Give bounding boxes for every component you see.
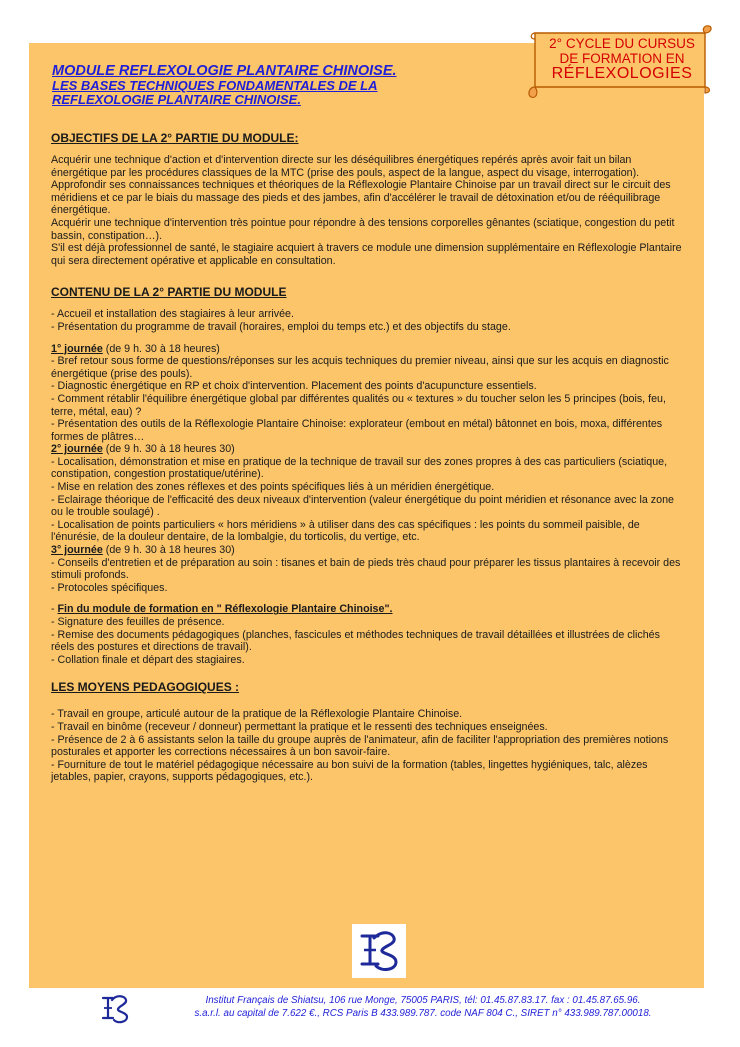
list-item: - Travail en binôme (receveur / donneur) permettant la pratique et le ressenti des techniques enseignées. bbox=[51, 720, 548, 733]
title-line-3: REFLEXOLOGIE PLANTAIRE CHINOISE. bbox=[52, 92, 301, 107]
banner-line-1: 2° CYCLE DU CURSUS bbox=[549, 36, 695, 51]
footer-line-1: Institut Français de Shiatsu, 106 rue Monge, 75005 PARIS, tél: 01.45.87.83.17. fax : 01.45.87.65.96. bbox=[205, 995, 641, 1006]
list-item: - Protocoles spécifiques. bbox=[51, 581, 168, 594]
list-item: - Fourniture de tout le matériel pédagogique nécessaire au bon suivi de la formation (tables, lingettes hygiéniques, talc, alèzes jetables, papier, crayons, supports pédagogiques, etc.). bbox=[51, 758, 648, 784]
document-body bbox=[51, 131, 683, 784]
footer-line-2: s.a.r.l. au capital de 7.622 €., RCS Paris B 433.989.787. code NAF 804 C., SIRET n° 433.989.787.00018. bbox=[194, 1008, 652, 1019]
title-line-2: LES BASES TECHNIQUES FONDAMENTALES DE LA bbox=[52, 78, 378, 93]
list-item: - Accueil et installation des stagiaires à leur arrivée. bbox=[51, 308, 294, 321]
list-item: - Présentation du programme de travail (horaires, emploi du temps etc.) et des objectifs du stage. bbox=[51, 320, 511, 333]
list-item: - Signature des feuilles de présence. bbox=[51, 616, 225, 628]
list-item: - Localisation de points particuliers « hors méridiens » à utiliser dans des cas spécifiques : les points du sommeil paisible, de l'énurésie, de la douleur dentaire, de la lombalgie, du torticolis, du vertige, etc. bbox=[51, 518, 640, 544]
list-item: - Conseils d'entretien et de préparation au soin : tisanes et bain de pieds très chaud pour préparer les tissus plantaires à recevoir des stimuli profonds. bbox=[51, 556, 681, 582]
end-label: Fin du module de formation en " Réflexologie Plantaire Chinoise". bbox=[57, 603, 393, 616]
list-item: - Comment rétablir l'équilibre énergétique global par différentes qualités ou « textures » du toucher selon les 5 principes (bois, feu, terre, métal, eau) ? bbox=[51, 392, 666, 418]
paragraph: Acquérir une technique d'intervention très pointue pour répondre à des tensions corporelles gênantes (sciatique, congestion du petit bassin, constipation…). bbox=[51, 216, 675, 242]
list-item: - Présence de 2 à 6 assistants selon la taille du groupe auprès de l'animateur, afin de faciliter l'appropriation des premières notions posturales et apporter les corrections nécessaires à un bon savoir-faire. bbox=[51, 733, 669, 759]
paragraph: S'il est déjà professionnel de santé, le stagiaire acquiert à travers ce module une dimension supplémentaire en Réflexologie Plantaire qui sera directement opérative et applicable en consultation. bbox=[51, 242, 682, 267]
contenu-heading: CONTENU DE LA 2° PARTIE DU MODULE bbox=[51, 285, 287, 300]
banner-line-2: DE FORMATION EN bbox=[559, 51, 685, 66]
list-item: - Diagnostic énergétique en RP et choix d'intervention. Placement des points d'acupuncture essentiels. bbox=[51, 380, 537, 393]
list-item: - Bref retour sous forme de questions/réponses sur les acquis techniques du premier niveau, ainsi que sur les acquis en diagnostic énergétique (prise des pouls). bbox=[51, 355, 669, 380]
day-1-hours: (de 9 h. 30 à 18 heures) bbox=[102, 342, 220, 355]
list-item: - Travail en groupe, articulé autour de la pratique de la Réflexologie Plantaire Chinoise. bbox=[51, 708, 463, 721]
paragraph: Acquérir une technique d'action et d'intervention directe sur les déséquilibres énergétiques repérés après avoir fait un bilan énergétique par les procédures classiques de la MTC (prise des pouls, aspect de la langue, aspect du visage, interrogation). bbox=[51, 154, 640, 179]
moyens-heading: LES MOYENS PEDAGOGIQUES : bbox=[51, 680, 240, 695]
end-prefix: - bbox=[51, 603, 58, 616]
page-title bbox=[52, 63, 522, 107]
day-2-label: 2° journée bbox=[51, 443, 103, 456]
day-3-hours: (de 9 h. 30 à 18 heures 30) bbox=[102, 544, 235, 557]
ifs-logo-icon bbox=[352, 924, 406, 978]
paragraph: Approfondir ses connaissances techniques et théoriques de la Réflexologie Plantaire Chinoise par un travail direct sur le circuit des méridiens et ce par le biais du massage des pieds et des jambes, afin d'accélérer le travail de détoxination et/ou de rééquilibrage énergétique. bbox=[51, 179, 671, 217]
list-item: - Présentation des outils de la Réflexologie Plantaire Chinoise: explorateur (embout en métal) bâtonnet en bois, moxa, différentes formes de plâtres… bbox=[51, 418, 663, 443]
banner-text bbox=[537, 36, 707, 81]
objectifs-section bbox=[51, 154, 683, 267]
day-2-hours: (de 9 h. 30 à 18 heures 30) bbox=[102, 443, 235, 456]
list-item: - Mise en relation des zones réflexes et des points spécifiques liés à un méridien énergétique. bbox=[51, 481, 495, 494]
list-item: - Localisation, démonstration et mise en pratique de la technique de travail sur des zones propres à des cas particuliers (sciatique, constipation, congestion prostatique/utérine). bbox=[51, 455, 668, 481]
day-1-heading bbox=[51, 343, 683, 356]
day-2-heading bbox=[51, 443, 683, 456]
footer-text bbox=[133, 994, 713, 1020]
end-heading bbox=[51, 603, 683, 616]
banner-line-3: RÉFLEXOLOGIES bbox=[551, 65, 693, 82]
ifs-footer-logo-icon bbox=[97, 990, 135, 1026]
title-line-1: MODULE REFLEXOLOGIE PLANTAIRE CHINOISE. bbox=[52, 63, 397, 79]
list-item: - Collation finale et départ des stagiaires. bbox=[51, 653, 245, 666]
day-3-heading bbox=[51, 544, 683, 557]
objectifs-heading: OBJECTIFS DE LA 2° PARTIE DU MODULE: bbox=[51, 131, 299, 145]
day-3-label: 3° journée bbox=[51, 544, 103, 557]
list-item: - Eclairage théorique de l'efficacité des deux niveaux d'intervention (valeur énergétique du point méridien et résonance avec la zone ou le trouble soulagé) . bbox=[51, 493, 674, 519]
list-item: - Remise des documents pédagogiques (planches, fascicules et méthodes techniques de travail détaillées et illustrées de clichés réels des postures et directions de travail). bbox=[51, 628, 660, 654]
day-1-label: 1° journée bbox=[51, 342, 103, 355]
